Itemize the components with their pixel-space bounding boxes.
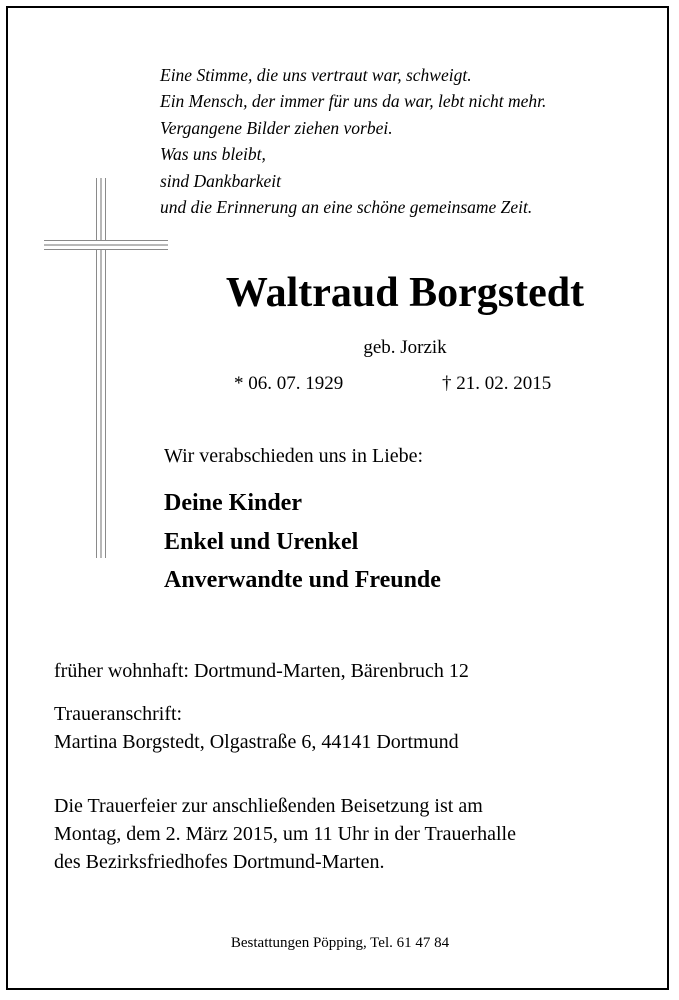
funeral-home-footer: Bestattungen Pöpping, Tel. 61 47 84 xyxy=(230,935,450,951)
poem-line: Ein Mensch, der immer für uns da war, lebt nicht mehr. xyxy=(160,91,547,112)
poem-line: sind Dankbarkeit xyxy=(160,170,282,191)
poem-line: Eine Stimme, die uns vertraut war, schweigt. xyxy=(160,65,472,85)
cross-horizontal-beam xyxy=(44,240,168,250)
farewell-line: Wir verabschieden uns in Liebe: xyxy=(164,445,424,467)
poem-line: und die Erinnerung an eine schöne gemeinsame Zeit. xyxy=(160,197,533,218)
birth-name: geb. Jorzik xyxy=(363,337,447,358)
ceremony-line: Montag, dem 2. März 2015, um 11 Uhr in der Trauerhalle xyxy=(54,823,516,845)
mourner-group: Deine Kinder xyxy=(164,490,302,516)
poem xyxy=(160,62,546,220)
birth-date: * 06. 07. 1929 xyxy=(234,373,344,394)
mourning-address-label: Traueranschrift: xyxy=(54,703,183,725)
mourning-address xyxy=(54,700,459,756)
ceremony-line: Die Trauerfeier zur anschließenden Beisetzung ist am xyxy=(54,795,483,817)
cross-icon xyxy=(44,178,168,558)
ceremony-line: des Bezirksfriedhofes Dortmund-Marten. xyxy=(54,851,385,873)
mourner-group: Enkel und Urenkel xyxy=(164,528,359,555)
ceremony-info xyxy=(54,792,516,876)
mourning-address-value: Martina Borgstedt, Olgastraße 6, 44141 Dortmund xyxy=(54,731,459,753)
poem-line: Vergangene Bilder ziehen vorbei. xyxy=(160,117,393,138)
poem-line: Was uns bleibt, xyxy=(160,144,266,165)
mourners-list xyxy=(164,484,441,600)
former-residence: früher wohnhaft: Dortmund-Marten, Bärenbruch 12 xyxy=(54,660,469,682)
death-date: † 21. 02. 2015 xyxy=(442,373,552,394)
mourner-group: Anverwandte und Freunde xyxy=(164,567,441,593)
deceased-name: Waltraud Borgstedt xyxy=(225,270,585,316)
cross-vertical-beam xyxy=(96,178,106,558)
